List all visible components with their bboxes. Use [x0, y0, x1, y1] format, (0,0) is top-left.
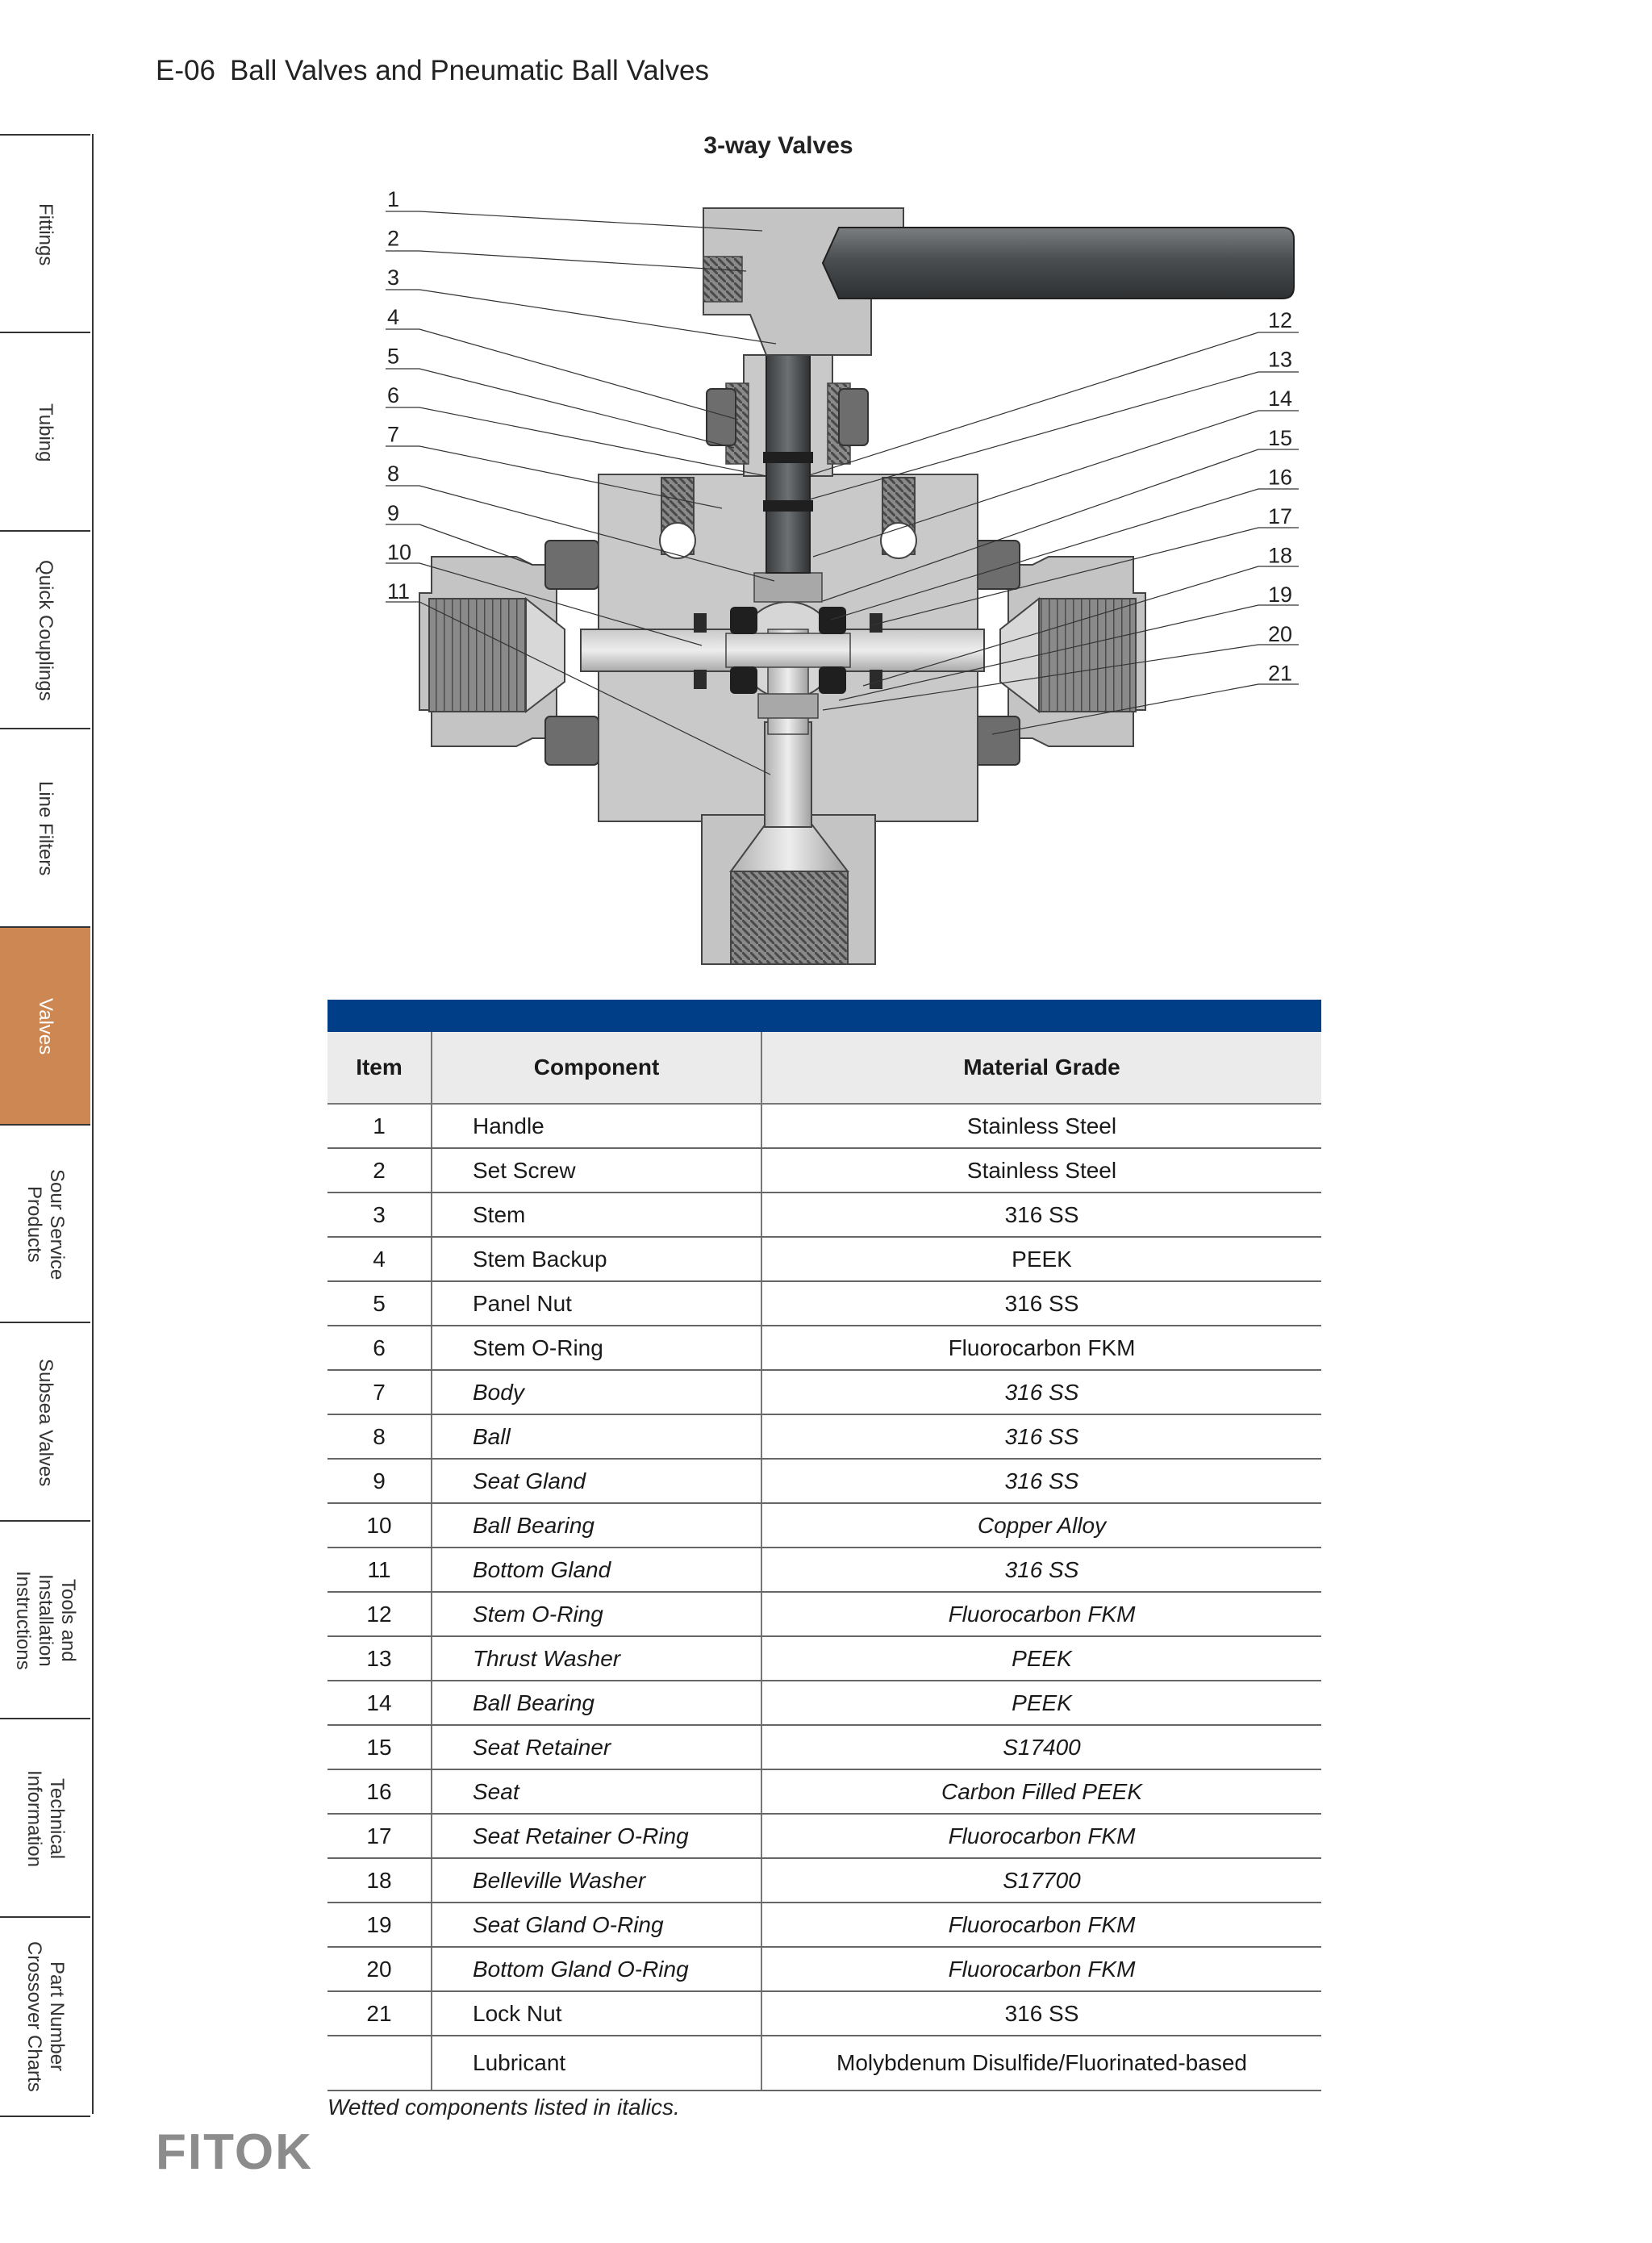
- cell-component: Thrust Washer: [432, 1636, 761, 1681]
- cell-material: 316 SS: [761, 1459, 1321, 1503]
- table-row: [327, 1592, 1321, 1636]
- table-header-band: [327, 1000, 1321, 1032]
- table-row: [327, 1947, 1321, 1991]
- callouts-right: [1268, 308, 1292, 685]
- cell-item: 19: [327, 1903, 432, 1947]
- table-row: [327, 1503, 1321, 1548]
- table-row: [327, 1148, 1321, 1193]
- side-tab-nav: [0, 134, 94, 2114]
- callout-3: 3: [387, 265, 400, 290]
- cell-item: 12: [327, 1592, 432, 1636]
- header-material: Material Grade: [761, 1032, 1321, 1104]
- cell-item: 5: [327, 1281, 432, 1326]
- cell-item: 3: [327, 1193, 432, 1237]
- table-row: [327, 1370, 1321, 1414]
- callout-18: 18: [1268, 543, 1293, 568]
- cell-component: Seat: [432, 1769, 761, 1814]
- side-tab-part-number-crossover-charts[interactable]: [0, 1916, 90, 2117]
- cell-component: Seat Gland O-Ring: [432, 1903, 761, 1947]
- side-tab-label: Tools and Installation Instructions: [12, 1571, 79, 1670]
- table-row: [327, 2036, 1321, 2091]
- side-tab-label: Valves: [35, 998, 56, 1055]
- cell-material: S17400: [761, 1725, 1321, 1769]
- table-row: [327, 1858, 1321, 1903]
- side-tab-label: Quick Couplings: [35, 560, 56, 701]
- table-row: [327, 1459, 1321, 1503]
- cell-material: Fluorocarbon FKM: [761, 1903, 1321, 1947]
- cell-component: Ball Bearing: [432, 1681, 761, 1725]
- cell-item: 9: [327, 1459, 432, 1503]
- cell-component: Stem O-Ring: [432, 1592, 761, 1636]
- cell-material: 316 SS: [761, 1991, 1321, 2036]
- table-row: [327, 1193, 1321, 1237]
- side-tab-fittings[interactable]: [0, 134, 90, 333]
- callout-1: 1: [387, 187, 400, 211]
- table-row: [327, 1991, 1321, 2036]
- cell-item: 2: [327, 1148, 432, 1193]
- table-row: [327, 1903, 1321, 1947]
- cell-component: Body: [432, 1370, 761, 1414]
- table-row: [327, 1725, 1321, 1769]
- callouts-left: [387, 187, 411, 604]
- side-tab-tubing[interactable]: [0, 332, 90, 531]
- fitok-logo: FITOK: [156, 2124, 313, 2180]
- cell-material: Stainless Steel: [761, 1104, 1321, 1148]
- cell-material: Fluorocarbon FKM: [761, 1326, 1321, 1370]
- cell-material: S17700: [761, 1858, 1321, 1903]
- cell-material: PEEK: [761, 1237, 1321, 1281]
- table-row: [327, 1769, 1321, 1814]
- callout-10: 10: [387, 540, 412, 565]
- cell-component: Bottom Gland: [432, 1548, 761, 1592]
- cell-material: 316 SS: [761, 1281, 1321, 1326]
- side-tab-label: Part Number Crossover Charts: [23, 1940, 68, 2092]
- callout-11: 11: [387, 579, 411, 604]
- cell-item: 17: [327, 1814, 432, 1858]
- handle: [823, 228, 1294, 299]
- callout-4: 4: [387, 304, 400, 329]
- cell-material: 316 SS: [761, 1548, 1321, 1592]
- cell-item: [327, 2036, 432, 2091]
- side-tab-label: Sour Service Products: [23, 1169, 68, 1280]
- cell-item: 14: [327, 1681, 432, 1725]
- cell-material: PEEK: [761, 1636, 1321, 1681]
- cell-material: Fluorocarbon FKM: [761, 1814, 1321, 1858]
- callout-15: 15: [1268, 425, 1293, 450]
- table-header-row: [327, 1032, 1321, 1104]
- cell-material: Copper Alloy: [761, 1503, 1321, 1548]
- table-row: [327, 1104, 1321, 1148]
- table-body: [327, 1104, 1321, 2091]
- cell-item: 4: [327, 1237, 432, 1281]
- cell-item: 16: [327, 1769, 432, 1814]
- side-tab-technical-information[interactable]: [0, 1718, 90, 1917]
- cell-component: Seat Retainer: [432, 1725, 761, 1769]
- wetted-footnote: Wetted components listed in italics.: [327, 2095, 680, 2120]
- cell-material: PEEK: [761, 1681, 1321, 1725]
- cell-component: Stem: [432, 1193, 761, 1237]
- cell-component: Seat Gland: [432, 1459, 761, 1503]
- cell-item: 21: [327, 1991, 432, 2036]
- side-tab-label: Subsea Valves: [35, 1358, 56, 1487]
- cell-item: 13: [327, 1636, 432, 1681]
- cell-material: 316 SS: [761, 1193, 1321, 1237]
- page-title: Ball Valves and Pneumatic Ball Valves: [229, 55, 709, 86]
- cell-item: 18: [327, 1858, 432, 1903]
- callout-19: 19: [1268, 583, 1293, 608]
- callout-2: 2: [387, 226, 400, 251]
- cell-material: Fluorocarbon FKM: [761, 1592, 1321, 1636]
- cell-material: Stainless Steel: [761, 1148, 1321, 1193]
- cell-component: Bottom Gland O-Ring: [432, 1947, 761, 1991]
- side-tab-label: Technical Information: [23, 1769, 68, 1867]
- table-row: [327, 1814, 1321, 1858]
- header-component: Component: [432, 1032, 761, 1104]
- side-tab-tools-and-installation-instructions[interactable]: [0, 1520, 90, 1719]
- cell-material: 316 SS: [761, 1370, 1321, 1414]
- callout-8: 8: [387, 462, 400, 487]
- cell-item: 11: [327, 1548, 432, 1592]
- table-row: [327, 1636, 1321, 1681]
- side-tab-subsea-valves[interactable]: [0, 1322, 90, 1521]
- side-tab-sour-service-products[interactable]: [0, 1124, 90, 1323]
- cell-item: 15: [327, 1725, 432, 1769]
- left-end-connector: [419, 541, 599, 765]
- page-header: [156, 55, 709, 87]
- cell-item: 8: [327, 1414, 432, 1459]
- side-tab-label: Line Filters: [35, 781, 56, 876]
- right-end-connector: [966, 541, 1145, 765]
- cell-component: Panel Nut: [432, 1281, 761, 1326]
- side-tab-label: Fittings: [35, 203, 56, 266]
- callout-5: 5: [387, 344, 400, 369]
- header-item: Item: [327, 1032, 432, 1104]
- callout-21: 21: [1268, 661, 1293, 686]
- callout-16: 16: [1268, 465, 1293, 490]
- cell-component: Lock Nut: [432, 1991, 761, 2036]
- callout-9: 9: [387, 500, 400, 525]
- callout-6: 6: [387, 383, 400, 407]
- cell-component: Set Screw: [432, 1148, 761, 1193]
- side-tab-valves[interactable]: [0, 926, 90, 1126]
- cell-component: Stem O-Ring: [432, 1326, 761, 1370]
- callout-14: 14: [1268, 386, 1293, 411]
- valve-cross-section-diagram: [339, 178, 1307, 968]
- cell-material: Molybdenum Disulfide/Fluorinated-based: [761, 2036, 1321, 2091]
- cell-item: 7: [327, 1370, 432, 1414]
- cell-material: 316 SS: [761, 1414, 1321, 1459]
- page-code: E-06: [156, 55, 215, 86]
- cell-item: 10: [327, 1503, 432, 1548]
- table-row: [327, 1281, 1321, 1326]
- callout-20: 20: [1268, 621, 1293, 646]
- callout-7: 7: [387, 422, 400, 447]
- cell-component: Belleville Washer: [432, 1858, 761, 1903]
- diagram-title: 3-way Valves: [703, 132, 853, 159]
- cell-component: Lubricant: [432, 2036, 761, 2091]
- cell-component: Stem Backup: [432, 1237, 761, 1281]
- side-tab-line-filters[interactable]: [0, 728, 90, 927]
- cell-material: Carbon Filled PEEK: [761, 1769, 1321, 1814]
- components-table: [327, 1032, 1321, 2091]
- cell-component: Seat Retainer O-Ring: [432, 1814, 761, 1858]
- callout-17: 17: [1268, 504, 1293, 528]
- cell-component: Ball Bearing: [432, 1503, 761, 1548]
- cell-component: Handle: [432, 1104, 761, 1148]
- table-row: [327, 1548, 1321, 1592]
- cell-item: 6: [327, 1326, 432, 1370]
- table-row: [327, 1414, 1321, 1459]
- components-table-container: [327, 1000, 1321, 2091]
- callout-12: 12: [1268, 308, 1293, 332]
- side-tab-quick-couplings[interactable]: [0, 530, 90, 729]
- cell-component: Ball: [432, 1414, 761, 1459]
- cell-item: 1: [327, 1104, 432, 1148]
- table-row: [327, 1326, 1321, 1370]
- side-tab-label: Tubing: [35, 403, 56, 462]
- cell-item: 20: [327, 1947, 432, 1991]
- table-row: [327, 1681, 1321, 1725]
- cell-material: Fluorocarbon FKM: [761, 1947, 1321, 1991]
- callout-13: 13: [1268, 347, 1293, 372]
- table-row: [327, 1237, 1321, 1281]
